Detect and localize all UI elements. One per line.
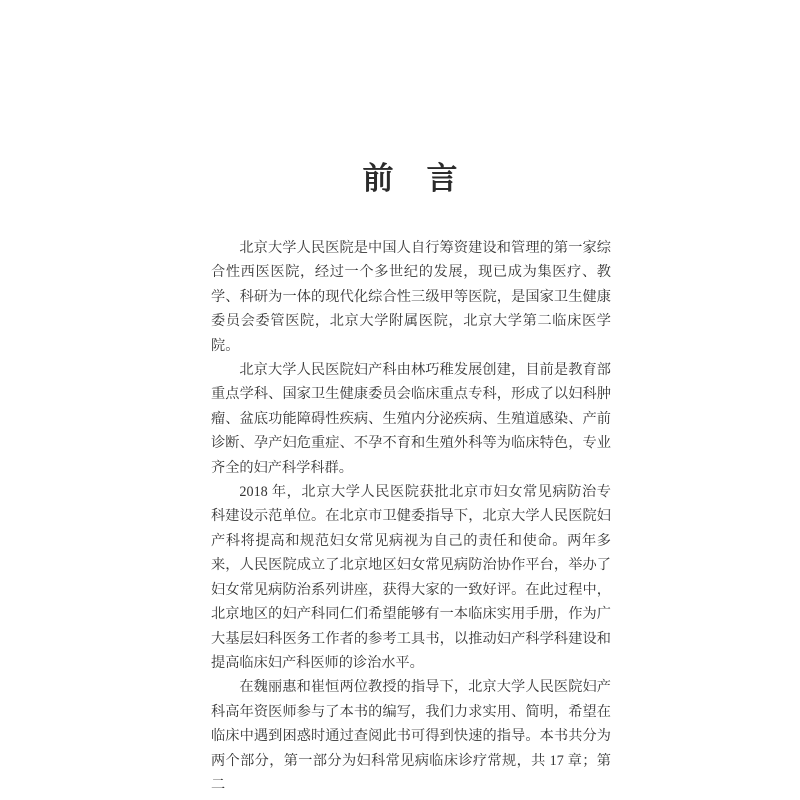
page-title-char-2: 言: [426, 161, 458, 196]
preface-paragraph: 北京大学人民医院妇产科由林巧稚发展创建，目前是教育部重点学科、国家卫生健康委员会临床重点专科，形成了以妇科肿瘤、盆底功能障碍性疾病、生殖内分泌疾病、生殖道感染、产前诊断、孕产妇危重症、不孕不育和生殖外科等为临床特色，专业齐全的妇产科学科群。: [211, 362, 611, 476]
preface-paragraph: 在魏丽惠和崔恒两位教授的指导下，北京大学人民医院妇产科高年资医师参与了本书的编写，我们力求实用、简明，希望在临床中遇到困惑时通过查阅此书可得到快速的指导。本书共分为两个部分，第一部分为妇科常见病临床诊疗常规，共 17 章；第二: [211, 679, 611, 793]
preface-paragraph: 2018 年，北京大学人民医院获批北京市妇女常见病防治专科建设示范单位。在北京市卫健委指导下，北京大学人民医院妇产科将提高和规范妇女常见病视为自己的责任和使命。两年多来，人民医院成立了北京地区妇女常见病防治协作平台，举办了妇女常见病防治系列讲座，获得大家的一致好评。在此过程中，北京地区的妇产科同仁们希望能够有一本临床实用手册，作为广大基层妇科医务工作者的参考工具书，以推动妇产科学科建设和提高临床妇产科医师的诊治水平。: [211, 484, 611, 671]
page-title-char-1: 前: [362, 161, 394, 196]
page-title: [0, 160, 800, 197]
preface-body: [211, 236, 611, 797]
preface-paragraph: 北京大学人民医院是中国人自行筹资建设和管理的第一家综合性西医医院，经过一个多世纪的发展，现已成为集医疗、教学、科研为一体的现代化综合性三级甲等医院，是国家卫生健康委员会委管医院，北京大学附属医院，北京大学第二临床医学院。: [211, 240, 611, 354]
